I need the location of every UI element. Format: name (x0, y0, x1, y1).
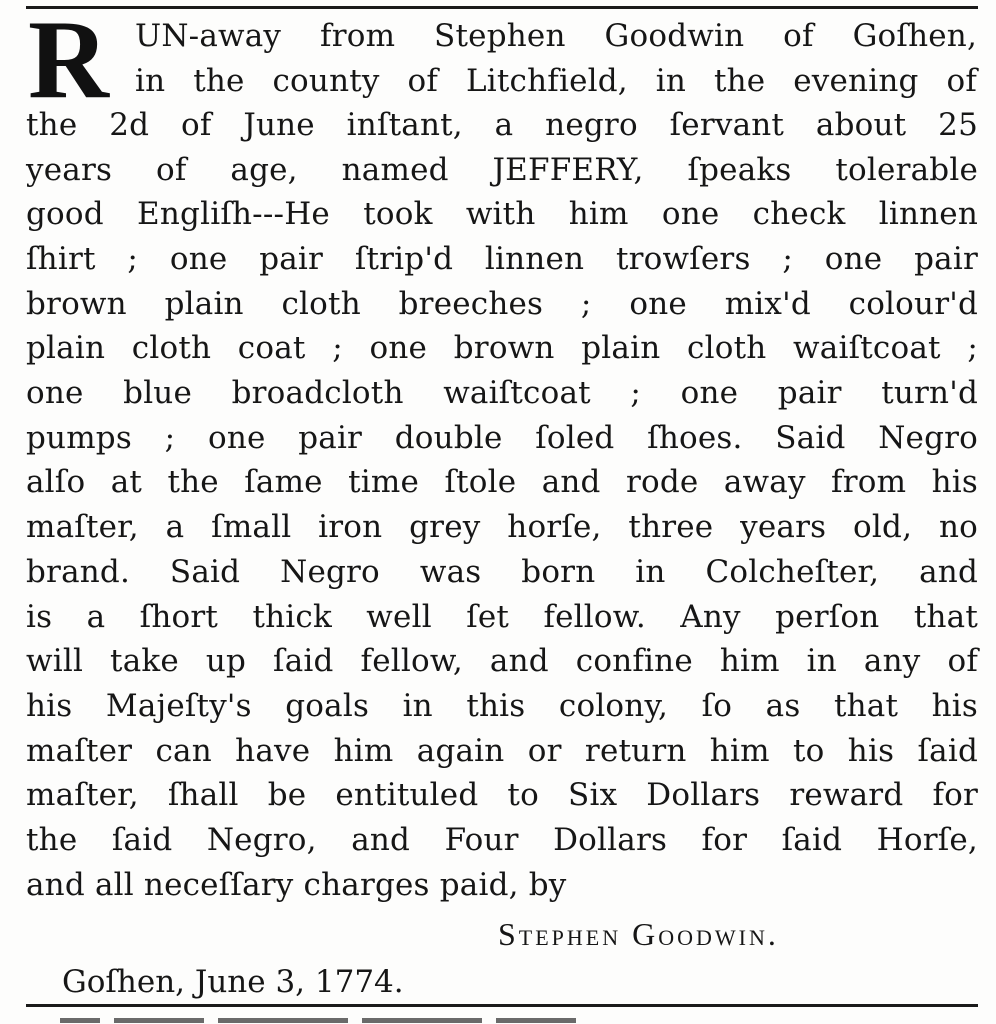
ad-line-1: UN-away from Stephen Goodwin of Goſhen, (135, 18, 977, 54)
ad-line-15: will take up ſaid fellow, and confine him in any of (26, 643, 978, 679)
signature: Stephen Goodwin. (498, 916, 779, 952)
ad-line-4: years of age, named JEFFERY, ſpeaks tolerable (26, 152, 978, 188)
ad-line-10: pumps ; one pair double ſoled ſhoes. Said Negro (26, 420, 978, 456)
ad-line-11: alſo at the ſame time ſtole and rode away from his (26, 464, 978, 500)
dateline: Goſhen, June 3, 1774. (62, 964, 404, 1000)
ad-line-14: is a ſhort thick well ſet fellow. Any perſon that (26, 599, 978, 635)
ad-line-3: the 2d of June inſtant, a negro ſervant about 25 (26, 107, 978, 143)
ad-line-6: ſhirt ; one pair ſtrip'd linnen trowſers ; one pair (26, 241, 978, 277)
ad-line-5: good Engliſh---He took with him one check linnen (26, 196, 978, 232)
ad-line-18: maſter, ſhall be entituled to Six Dollars reward for (26, 777, 978, 813)
cropped-next-ad-fragment (60, 1012, 760, 1024)
ad-line-7: brown plain cloth breeches ; one mix'd colour'd (26, 286, 978, 322)
bottom-rule (26, 1004, 978, 1007)
ad-line-8: plain cloth coat ; one brown plain cloth waiſtcoat ; (26, 330, 978, 366)
ad-line-17: maſter can have him again or return him to his ſaid (26, 733, 978, 769)
drop-cap: R (28, 0, 109, 122)
ad-line-19: the ſaid Negro, and Four Dollars for ſaid Horſe, (26, 822, 978, 858)
ad-line-9: one blue broadcloth waiſtcoat ; one pair turn'd (26, 375, 978, 411)
top-rule (26, 6, 978, 9)
ad-line-2: in the county of Litchfield, in the evening of (135, 63, 977, 99)
ad-line-16: his Majeſty's goals in this colony, ſo as that his (26, 688, 978, 724)
ad-line-12: maſter, a ſmall iron grey horſe, three years old, no (26, 509, 978, 545)
ad-line-13: brand. Said Negro was born in Colcheſter, and (26, 554, 978, 590)
ad-line-20: and all neceſſary charges paid, by (26, 867, 567, 903)
